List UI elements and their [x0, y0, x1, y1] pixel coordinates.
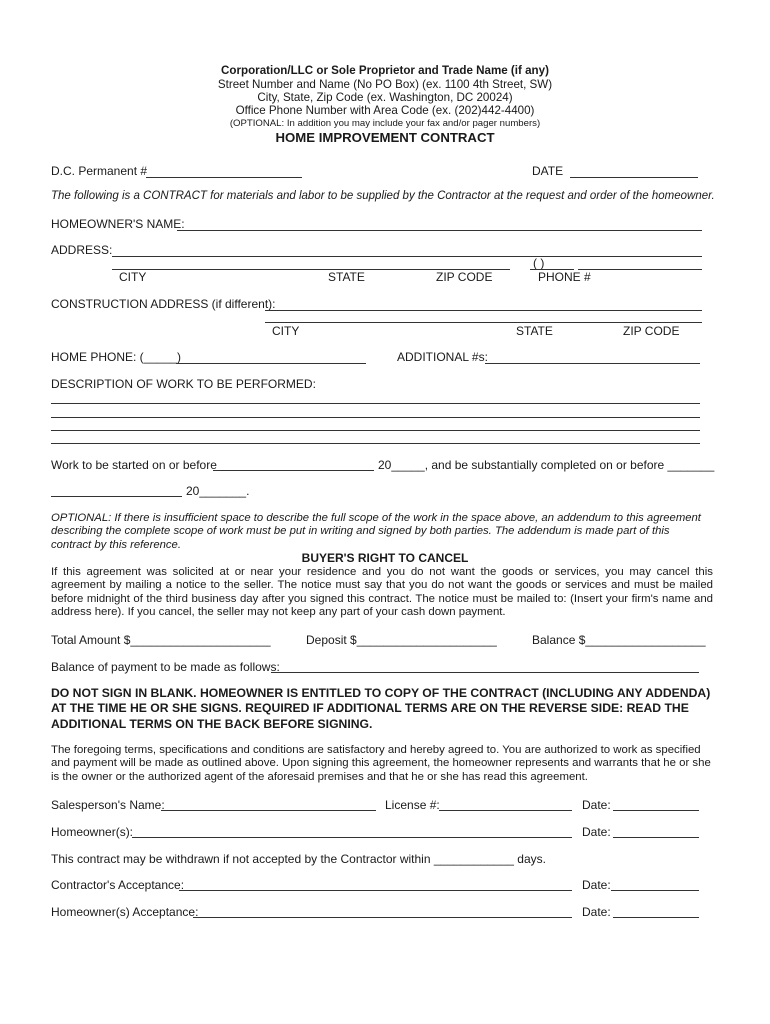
- license-field[interactable]: [439, 810, 572, 811]
- construction-address-field-2[interactable]: [265, 322, 702, 323]
- home-phone-label: HOME PHONE: (_____): [51, 350, 182, 364]
- optional-note: OPTIONAL: If there is insufficient space to describe the full scope of the work in the space above, an addendum to this agreement describing the complete scope of work must be put in writing and signed by both parties. The addendum is made part of this contract by this reference.: [51, 512, 701, 551]
- firm-name-line: Corporation/LLC or Sole Proprietor and Trade Name (if any): [221, 64, 549, 77]
- state2-caption: STATE: [516, 324, 553, 338]
- description-line-3[interactable]: [51, 430, 700, 431]
- date-field[interactable]: [570, 177, 698, 178]
- additional-field[interactable]: [485, 363, 700, 364]
- withdrawn-text: This contract may be withdrawn if not accepted by the Contractor within ____________ days.: [51, 852, 546, 866]
- permanent-label: D.C. Permanent #: [51, 164, 148, 178]
- deposit-amount[interactable]: Deposit $_____________________: [306, 633, 497, 647]
- total-amount[interactable]: Total Amount $_____________________: [51, 633, 271, 647]
- contractor-date-field[interactable]: [611, 890, 699, 891]
- permanent-field[interactable]: [146, 177, 302, 178]
- homeowners-label: Homeowner(s):: [51, 825, 134, 839]
- construction-address-field[interactable]: [265, 310, 702, 311]
- contractor-acceptance-field[interactable]: [179, 890, 572, 891]
- start-date-field[interactable]: [213, 470, 374, 471]
- city-caption: CITY: [119, 270, 147, 284]
- optional-line: (OPTIONAL: In addition you may include your fax and/or pager numbers): [229, 118, 541, 129]
- contractor-acceptance-label: Contractor's Acceptance:: [51, 878, 185, 892]
- zip-caption: ZIP CODE: [436, 270, 493, 284]
- construction-address-label: CONSTRUCTION ADDRESS (if different):: [51, 297, 276, 311]
- address-field[interactable]: [112, 256, 702, 257]
- homeowner-acceptance-label: Homeowner(s) Acceptance:: [51, 905, 199, 919]
- homeowner-acceptance-date-label: Date:: [582, 905, 611, 919]
- zip2-caption: ZIP CODE: [623, 324, 680, 338]
- salesperson-date-label: Date:: [582, 798, 611, 812]
- home-phone-field[interactable]: [176, 363, 366, 364]
- homeowner-name-field[interactable]: [177, 230, 702, 231]
- intro-text: The following is a CONTRACT for materials and labor to be supplied by the Contractor at the request and order of the homeowner.: [51, 190, 715, 202]
- completion-text: 20_____, and be substantially completed on or before _______: [378, 458, 715, 472]
- phone-caption: PHONE #: [538, 270, 591, 284]
- cancel-heading: BUYER'S RIGHT TO CANCEL: [301, 551, 469, 565]
- cancel-text: If this agreement was solicited at or near your residence and you do not want the goods or services, you may cancel this agreement by mailing a notice to the seller. The notice must say that you do not want the goods or services and must be mailed before midnight of the third business day after you signed this contract. The notice must be mailed to: (Insert your firm's name and address here). If you cancel, the seller may not keep any part of your cash down payment.: [51, 566, 713, 619]
- salesperson-label: Salesperson's Name:: [51, 798, 165, 812]
- city2-caption: CITY: [272, 324, 300, 338]
- homeowner-name-label: HOMEOWNER'S NAME:: [51, 217, 185, 231]
- description-label: DESCRIPTION OF WORK TO BE PERFORMED:: [51, 377, 316, 391]
- street-line: Street Number and Name (No PO Box) (ex. 1100 4th Street, SW): [217, 78, 553, 91]
- additional-label: ADDITIONAL #s:: [397, 350, 488, 364]
- homeowners-date-field[interactable]: [613, 837, 699, 838]
- homeowners-date-label: Date:: [582, 825, 611, 839]
- contractor-date-label: Date:: [582, 878, 611, 892]
- salesperson-date-field[interactable]: [613, 810, 699, 811]
- license-label: License #:: [385, 798, 440, 812]
- description-line-1[interactable]: [51, 403, 700, 404]
- homeowners-field[interactable]: [132, 837, 572, 838]
- city-line: City, State, Zip Code (ex. Washington, DC 20024): [257, 91, 513, 104]
- completion-year: 20_______.: [186, 484, 250, 498]
- agreement-text: The foregoing terms, specifications and conditions are satisfactory and hereby agreed to. You are authorized to work as specified and payment will be made as outlined above. Upon signing this agreement, the homeowner represents and warrants that he or she is the owner or the authorized agent of the aforesaid premises and that he or she has read this agreement.: [51, 744, 711, 783]
- address-label: ADDRESS:: [51, 243, 113, 257]
- salesperson-field[interactable]: [161, 810, 376, 811]
- start-date-label: Work to be started on or before: [51, 458, 217, 472]
- description-line-2[interactable]: [51, 417, 700, 418]
- completion-date-field[interactable]: [51, 496, 182, 497]
- phone-area-code: ( ): [533, 256, 545, 270]
- description-line-4[interactable]: [51, 443, 700, 444]
- homeowner-acceptance-date-field[interactable]: [613, 917, 699, 918]
- date-label: DATE: [532, 164, 564, 178]
- page-title: HOME IMPROVEMENT CONTRACT: [275, 130, 495, 145]
- balance-payment-label: Balance of payment to be made as follows:: [51, 660, 280, 674]
- balance-amount[interactable]: Balance $__________________: [532, 633, 706, 647]
- office-phone-line: Office Phone Number with Area Code (ex. (202)442-4400): [235, 104, 535, 117]
- sign-warning: DO NOT SIGN IN BLANK. HOMEOWNER IS ENTITLED TO COPY OF THE CONTRACT (INCLUDING ANY ADDENDA) AT THE TIME HE OR SHE SIGNS. REQUIRED IF ADDITIONAL TERMS ARE ON THE REVERSE SIDE: READ THE ADDITIONAL TERMS ON THE BACK BEFORE SIGNING.: [51, 686, 711, 731]
- state-caption: STATE: [328, 270, 365, 284]
- homeowner-acceptance-field[interactable]: [193, 917, 572, 918]
- balance-payment-field[interactable]: [271, 672, 699, 673]
- phone-number-field[interactable]: [578, 269, 702, 270]
